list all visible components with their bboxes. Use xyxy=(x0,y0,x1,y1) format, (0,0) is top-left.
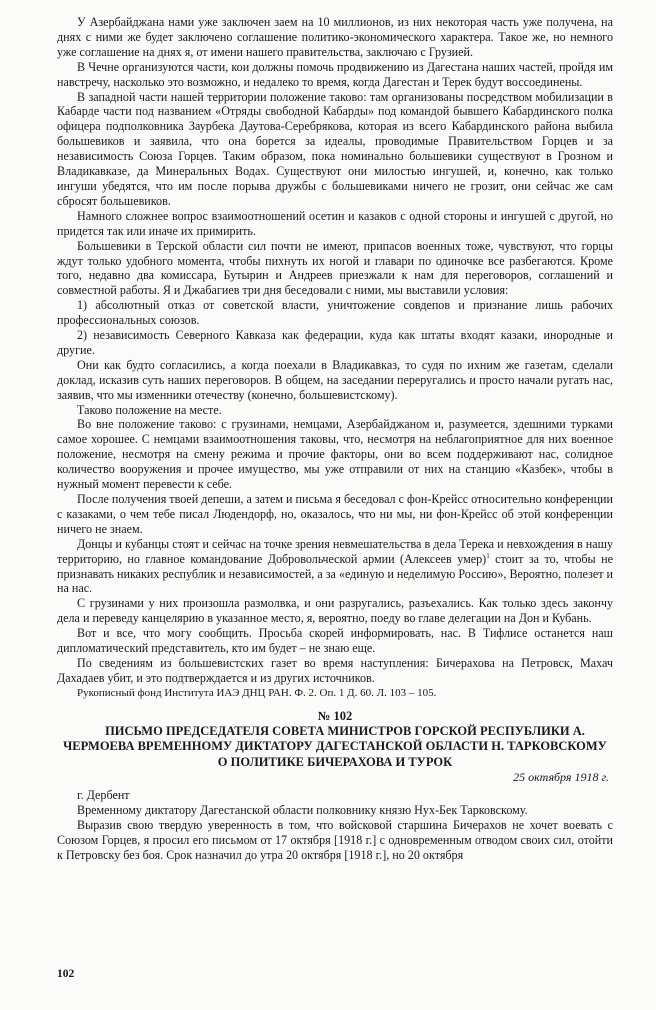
paragraph-ossetians-cossacks: Намного сложнее вопрос взаимоотношений осетин и казаков с одной стороны и ингушей с другой, но придется так или иначе их примирить. xyxy=(57,208,613,238)
paragraph-don-kuban-end: стоит за то, чтобы не признавать никаких республик и независимостей, а за «единую и неделимую Россию», Вероятно, полезет и на нас. xyxy=(57,551,613,596)
document-place: г. Дербент xyxy=(77,788,130,803)
paragraph-western-territory: В западной части нашей территории положение таково: там организованы посредством мобилизации в Кабарде части под названием «Отряды свободной Кабарды» под командой бывшего Кабардинского полка офицера подполковника Заурбека Даутова-Серебрякова, которая из всего Кабардинского района выбила большевиков и заявила, что она борется за идеалы, проводимые Правительством Горцев и за независимость Союза Горцев. Таким образом, пока номинально большевики существуют в Грозном и Владикавказе, да Минеральных Водах. Существуют они милостью ингушей, и, конечно, как только ингуши убедятся, что им после порыва дружбы с большевиками ничего не грозит, они сейчас же сам сбросят большевиков. xyxy=(57,89,613,208)
paragraph-chechnya: В Чечне организуются части, кои должны помочь продвижению из Дагестана наших частей, пройдя им навстречу, насколько это возможно, и недалеко то время, когда Дагестан и Терек будут воссоединены. xyxy=(57,59,613,89)
paragraph-closing: Вот и все, что могу сообщить. Просьба скорей информировать, нас. В Тифлисе останется наш дипломатический представитель, кто им будет – не знаю еще. xyxy=(57,626,613,656)
document-number: № 102 xyxy=(317,708,353,723)
paragraph-don-kuban-start: Донцы и кубанцы стоят и сейчас на точке зрения невмешательства в дела Терека и невхождения в нашу территорию, но главное командование Добровольческой армии (Алексеев умер) xyxy=(57,536,613,566)
document-addressee: Временному диктатору Дагестанской области полковнику князю Нух-Бек Тарковскому. xyxy=(77,803,528,818)
page-text-block xyxy=(57,15,613,863)
document-body: Выразив свою твердую уверенность в том, что войсковой старшина Бичерахов не хочет воевать с Союзом Горцев, я просил его письмом от 17 октября [1918 г.] с одновременным отводом своих сил, отойти к Петровску без боя. Срок назначил до утра 20 октября [1918 г.], но 20 октября xyxy=(57,818,613,862)
paragraph-von-kreiss: После получения твоей депеши, а затем и письма я беседовал с фон-Крейсс относительно конференции с казаками, о чем тебе писал Людендорф, но, оказалось, что ни мы, ни фон-Крейсс об этой конференции ничего не знаем. xyxy=(57,492,613,536)
page-number: 102 xyxy=(57,968,75,980)
paragraph-azerbaijan-loan: У Азербайджана нами уже заключен заем на 10 миллионов, из них некоторая часть уже получена, на днях с ними же будет заключено соглашение политико-экономического характера. Такое же, но немного уже соглашение на днях я, от имени нашего правительства, заключаю с Грузией. xyxy=(57,15,613,59)
paragraph-bolshevik-news: По сведениям из большевистских газет во время наступления: Бичерахова на Петровск, Махач Дахадаев убит, и это подтверждается и из других источников. xyxy=(57,655,613,685)
document-date: 25 октября 1918 г. xyxy=(513,770,609,785)
archive-source: Рукописный фонд Института ИАЭ ДНЦ РАН. Ф. 2. Оп. 1 Д. 60. Л. 103 – 105. xyxy=(77,686,437,699)
paragraph-don-kuban xyxy=(57,537,613,597)
footnote-marker: 1 xyxy=(486,551,490,560)
paragraph-external-situation: Во вне положение таково: с грузинами, немцами, Азербайджаном и, разумеется, здешними турками самое хорошее. С немцами взаимоотношения таковы, что, несмотря на неблагоприятное для них военное положение, несмотря на смену режима и прочие факторы, они во всем поддерживают нас, солидное количество вооружения и прочее имущество, мы уже отправили от них на станцию «Казбек», чтобы в нужный момент перевести к себе. xyxy=(57,417,613,492)
document-title: ПИСЬМО ПРЕДСЕДАТЕЛЯ СОВЕТА МИНИСТРОВ ГОРСКОЙ РЕСПУБЛИКИ А. ЧЕРМОЕВА ВРЕМЕННОМУ ДИКТАТОРУ ДАГЕСТАНСКОЙ ОБЛАСТИ Н. ТАРКОВСКОМУ О ПОЛИТИКЕ БИЧЕРАХОВА И ТУРОК xyxy=(63,723,607,769)
paragraph-vladikavkaz-report: Они как будто согласились, а когда поехали в Владикавказ, то судя по ихним же газетам, сделали доклад, исказив суть наших переговоров. В общем, на заседании переругались и просто начали ругать нас, заявив, что мы изменники отечеству (конечно, большевистскому). xyxy=(57,357,613,402)
paragraph-bolsheviks-terek: Большевики в Терской области сил почти не имеют, припасов военных тоже, чувствуют, что горцы ждут только удобного момента, чтобы пихнуть их ногой и главари по одиночке все разбегаются. Кроме того, недавно два комиссара, Бутырин и Андреев приезжали к нам для переговоров, соглашений и совместной работы. Я и Джабагиев три дня беседовали с ними, мы выставили условия: xyxy=(57,238,613,298)
paragraph-condition-2: 2) независимость Северного Кавказа как федерации, куда как штаты входят казаки, инородные и другие. xyxy=(57,328,613,357)
paragraph-local-situation: Таково положение на месте. xyxy=(77,402,222,417)
paragraph-georgians: С грузинами у них произошла размолвка, и они разругались, разъехались. Как только здесь закончу дела и переведу канцелярию в указанное место, я, вероятно, поеду во главе делегации на Дон и Кубань. xyxy=(57,596,613,626)
paragraph-condition-1: 1) абсолютный отказ от советской власти, уничтожение совдепов и признание лишь рабочих профессиональных союзов. xyxy=(57,298,613,328)
